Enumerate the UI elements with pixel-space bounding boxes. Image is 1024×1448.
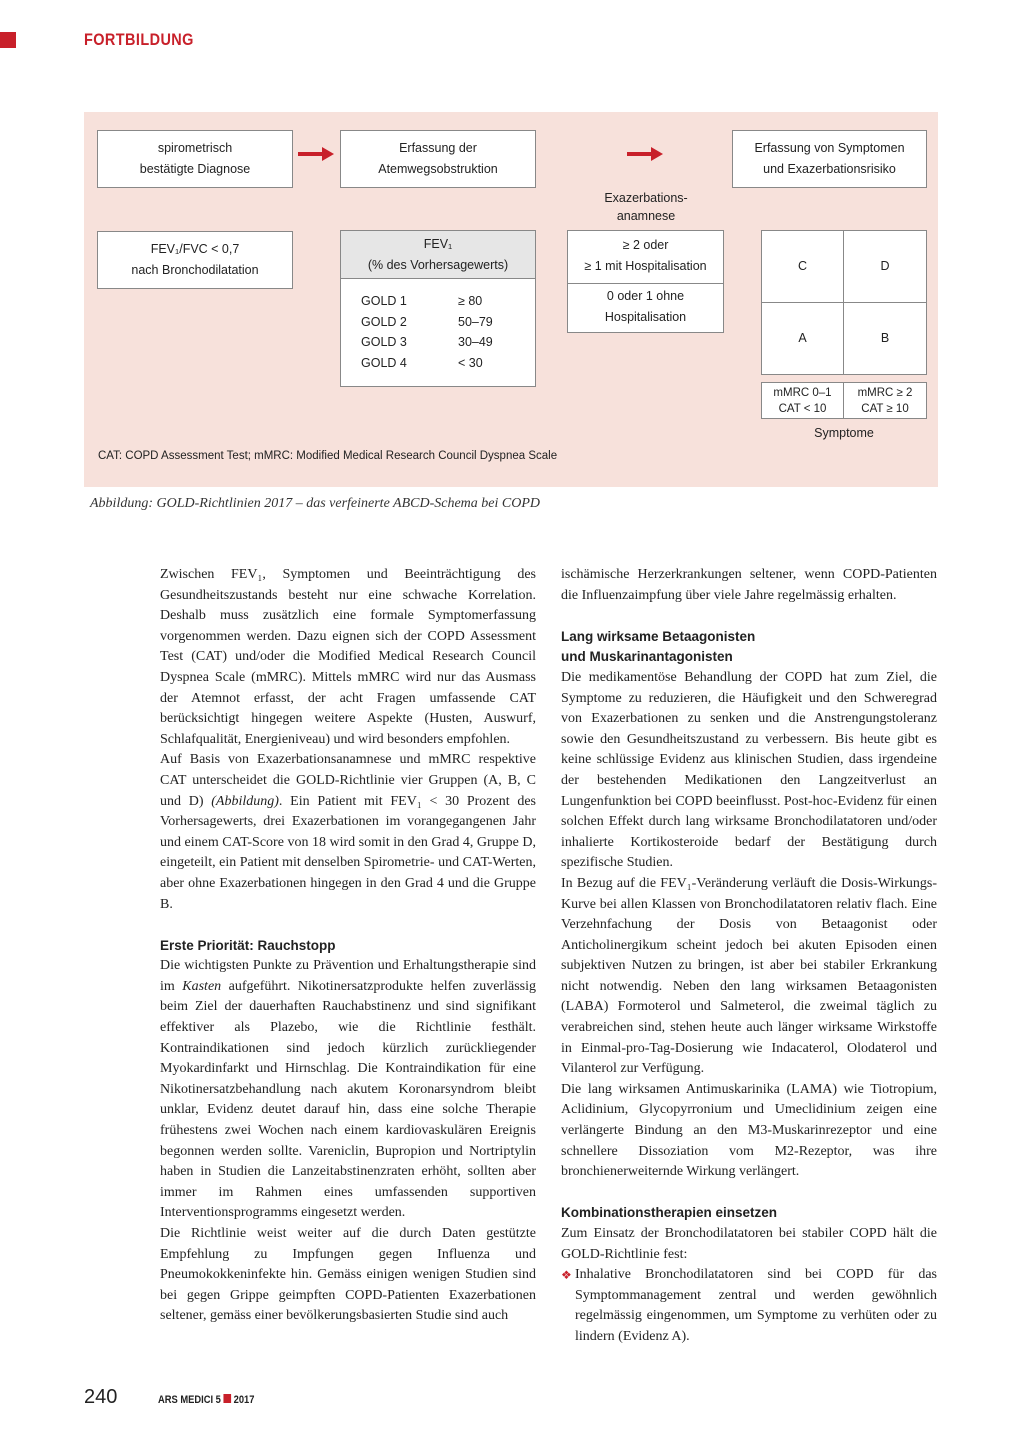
left-column: [160, 565, 536, 1327]
subheading: Kombinationstherapien einsetzen: [561, 1205, 778, 1221]
square-icon: [223, 1394, 231, 1403]
diamond-bullet-icon: ❖: [561, 1268, 572, 1283]
paragraph: Die wichtigsten Punkte zu Prävention und Erhaltungstherapie sind im Kasten aufgeführt. Nikotinersatzprodukte helfen zuverlässig beim Ziel der dauerhaften Rauchabstinenz und sind signifikant effektiver als Plazebo, wie die Richtlinie festhält. Kontraindikationen sind jedoch kürzlich zurückliegender Myokardinfarkt und Hirnschlag. Die Kontraindikation für eine Nikotinersatzbehandlung nach akutem Koronarsyndrom bleibt unklar, Evidenz deutet darauf hin, dass eine solche Therapie frühestens zwei Wochen nach einem kardiovaskulären Ereignis begonnen werden sollte. Vareniclin, Bupropion und Nortriptylin haben in Studien die Lanzeitabstinenzraten erhöht, sollten aber immer im Rahmen eines umfassenden supportiven Interventionsprogramms eingesetzt werden.: [160, 958, 537, 1221]
step-diagnosis: spirometrisch bestätigte Diagnose: [97, 130, 293, 188]
step-symptoms-risk: Erfassung von Symptomen und Exazerbationsrisiko: [732, 130, 927, 188]
subheading: Lang wirksame Betaagonisten und Muskarinantagonisten: [561, 628, 756, 665]
gold-table: [340, 230, 536, 387]
exacerbation-label: Exazerbations- anamnese: [604, 191, 688, 223]
bullet-item: ❖ Inhalative Bronchodilatatoren sind bei COPD für das Symptommanagement zentral und werden gewöhnlich regelmässig eingenommen, um Symptome zu verhüten oder zu lindern (Evidenz A).: [561, 1267, 937, 1344]
gold-row: GOLD 2 50–79: [361, 315, 493, 329]
diagnosis-criterion: FEV₁/FVC < 0,7 nach Bronchodilatation: [97, 231, 293, 289]
arrow-icon: [627, 147, 663, 161]
fev-header: FEV₁ (% des Vorhersagewerts): [341, 231, 535, 279]
group-b: B: [843, 302, 927, 375]
gold-row: GOLD 1 ≥ 80: [361, 294, 483, 308]
arrow-icon: [298, 147, 334, 161]
right-column: [561, 565, 937, 1348]
figure-legend: CAT: COPD Assessment Test; mMRC: Modified Medical Research Council Dyspnea Scale: [98, 450, 558, 462]
gold-row: GOLD 4 < 30: [361, 356, 483, 370]
journal-info: ARS MEDICI 5 2017: [158, 1394, 255, 1406]
exacerbation-low: 0 oder 1 ohne Hospitalisation: [604, 289, 687, 324]
paragraph: In Bezug auf die FEV₁-Veränderung verläuft die Dosis-Wirkungs-Kurve bei allen Klassen von Bronchodilatatoren relativ flach. Eine Verzehnfachung der Dosis von Betaagonist oder Anticholinergikum scheint jedoch bei akuten Episoden einen subjektiven Nutzen zu bringen, ist aber bei stabiler Erkrankung nicht notwendig. Neben den lang wirksamen Betaagonisten (LABA) Formoterol und Salmeterol, die zweimal täglich zu verabreichen sind, stehen heute auch länger wirksame Wirkstoffe in Einmal-pro-Tag-Dosierung wie Indacaterol, Olodaterol und Vilanterol zur Verfügung.: [561, 875, 937, 1077]
section-title: FORTBILDUNG: [84, 30, 194, 49]
exacerbation-high: ≥ 2 oder ≥ 1 mit Hospitalisation: [584, 238, 707, 273]
symptom-high: mMRC ≥ 2 CAT ≥ 10: [843, 382, 927, 419]
group-d: D: [843, 230, 927, 303]
paragraph: Auf Basis von Exazerbationsanamnese und mMRC respektive CAT unterscheidet die GOLD-Richtlinie vier Gruppen (A, B, C und D) (Abbildung). Ein Patient mit FEV₁ < 30 Prozent des Vorhersagewerts, drei Exazerbationen im vorangegangenen Jahr und einem CAT-Score von 18 wird somit in den Grad 4, Gruppe D, eingeteilt, ein Patient mit denselben Spirometrie- und CAT-Werten, aber ohne Exazerbationen hingegen in den Grad 4 und die Gruppe B.: [160, 752, 536, 912]
subheading: Erste Priorität: Rauchstopp: [160, 937, 336, 953]
gold-row: GOLD 3 30–49: [361, 335, 493, 349]
paragraph: ischämische Herzerkrankungen seltener, wenn COPD-Patienten die Influenzaimpfung über viele Jahre regelmässig erhalten.: [561, 567, 937, 603]
figure-caption: Abbildung: GOLD-Richtlinien 2017 – das verfeinerte ABCD-Schema bei COPD: [90, 496, 540, 511]
step-obstruction: Erfassung der Atemwegsobstruktion: [340, 130, 536, 188]
group-c: C: [761, 230, 844, 303]
symptoms-label: Symptome: [814, 426, 874, 440]
paragraph: Die Richtlinie weist weiter auf die durch Daten gestützte Empfehlung zu Impfungen gegen Influenza und Pneumokokkeninfekte hin. Gemäss einigen wenigen Studien sind bei gegen Grippe geimpften COPD-Patienten Exazerbationen seltener, gemäss einer bevölkerungsbasierten Studie sind auch: [160, 1226, 536, 1324]
gold-abcd-figure: [84, 112, 938, 487]
group-a: A: [761, 302, 844, 375]
paragraph: Die medikamentöse Behandlung der COPD hat zum Ziel, die Symptome zu reduzieren, die Häufigkeit und den Schweregrad von Exazerbationen zu senken und die Anstrengungstoleranz sowie den Gesundheitszustand zu verbessern. Bis heute gibt es keine schlüssige Evidenz aus klinischen Studien, dass irgendeine der bestehenden Medikationen den Langzeitverlust an Lungenfunktion bei COPD beeinflusst. Post-hoc-Evidenz für einen solchen Effekt durch lang wirksame Bronchodilatatoren und/oder inhalierte Kortikosteroide bedarf der Bestätigung durch spezifische Studien.: [561, 669, 937, 871]
paragraph: Zwischen FEV₁, Symptomen und Beeinträchtigung des Gesundheitszustands besteht nur eine schwache Korrelation. Deshalb muss zusätzlich eine formale Symptomerfassung vorgenommen werden. Dazu eignen sich der COPD Assessment Test (CAT) und/oder die Modified Medical Research Council Dyspnea Scale (mMRC). Mittels mMRC wird nur das Ausmass der Atemnot erfasst, der acht Fragen umfassende CAT berücksichtigt hingegen weitere Aspekte (Husten, Auswurf, Schlafqualität, Energieniveau) und wird besonders empfohlen.: [160, 567, 536, 747]
page-number: 240: [84, 1386, 118, 1408]
paragraph: Zum Einsatz der Bronchodilatatoren bei stabiler COPD hält die GOLD-Richtlinie fest:: [561, 1226, 937, 1262]
exacerbation-box: [567, 230, 724, 333]
paragraph: Die lang wirksamen Antimuskarinika (LAMA) wie Tiotropium, Aclidinium, Glycopyrronium und Umeclidinium zeigen eine verlängerte Bindung an den M3-Muskarinrezeptor und eine schnellere Dissoziation vom M2-Rezeptor, was ihre bronchienerweiternde Wirkung verlängert.: [561, 1081, 937, 1180]
section-marker: [0, 32, 16, 48]
symptom-low: mMRC 0–1 CAT < 10: [761, 382, 844, 419]
